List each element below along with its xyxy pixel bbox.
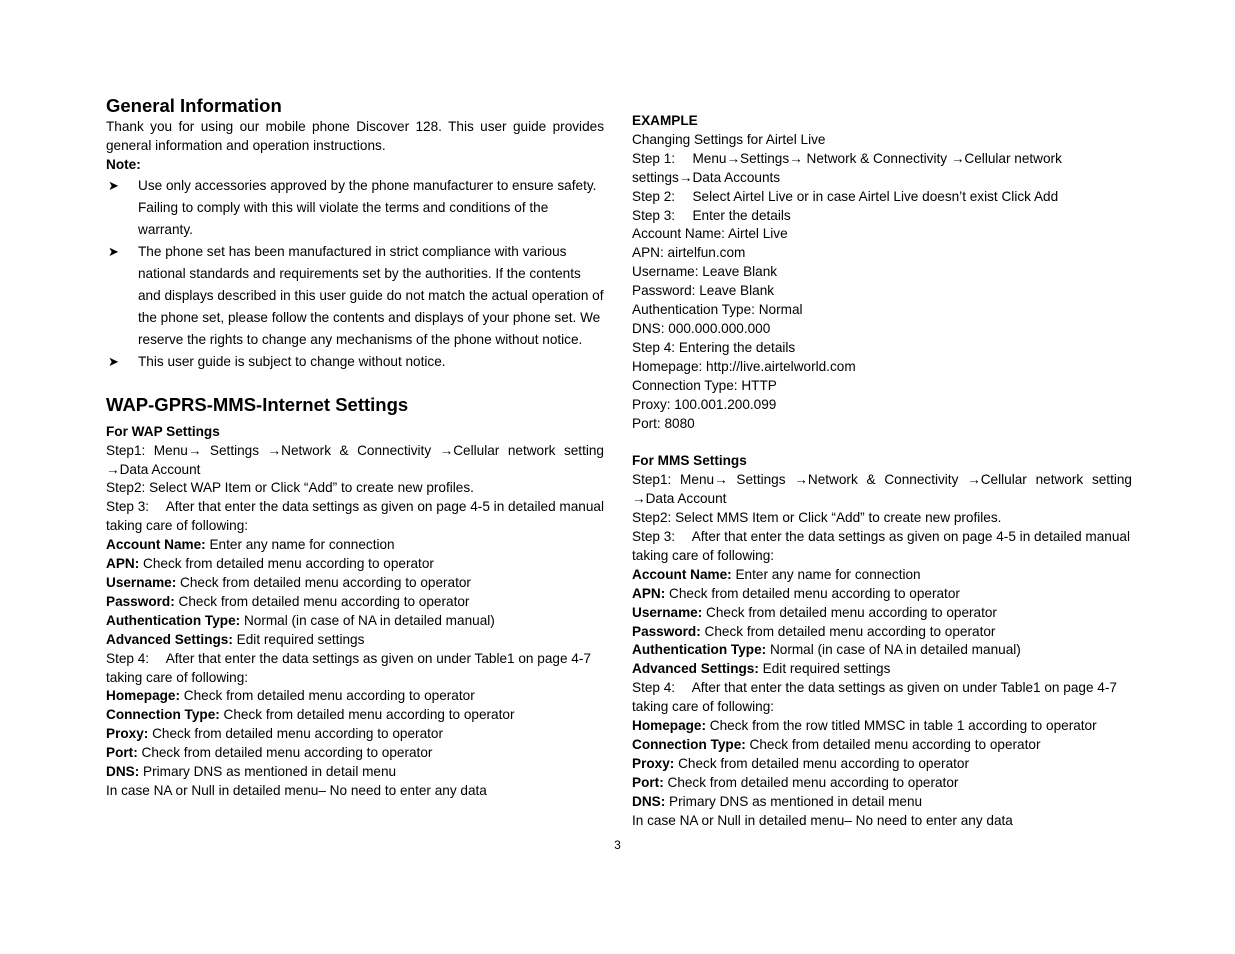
mms-step1: Step1: Menu→ Settings →Network & Connectivity →Cellular network setting →Data Account (632, 472, 1132, 507)
field-line: Username: Check from detailed menu according to operator (632, 604, 997, 620)
wap-step2: Step2: Select WAP Item or Click “Add” to create new profiles. (106, 480, 474, 496)
example-line: Username: Leave Blank (632, 264, 778, 280)
right-column (632, 112, 1132, 831)
left-column (106, 94, 604, 801)
wap-closing-note: In case NA or Null in detailed menu– No need to enter any data (106, 782, 487, 798)
field-line: Proxy: Check from detailed menu according to operator (632, 755, 970, 771)
mms-settings-subheading: For MMS Settings (632, 453, 747, 469)
mms-step4: Step 4: After that enter the data settings as given on under Table1 on page 4-7 taking care of following: (632, 680, 1117, 715)
example-line: Step 4: Entering the details (632, 339, 796, 355)
field-line: Password: Check from detailed menu according to operator (106, 593, 470, 609)
field-line: Password: Check from detailed menu according to operator (632, 623, 996, 639)
wap-step3: Step 3: After that enter the data settings as given on page 4-5 in detailed manual taking care of following: (106, 499, 605, 534)
mms-field-list (632, 566, 1132, 679)
field-line: Advanced Settings: Edit required settings (106, 631, 365, 647)
mms-step2: Step2: Select MMS Item or Click “Add” to create new profiles. (632, 510, 1002, 526)
example-line: Password: Leave Blank (632, 283, 775, 299)
example-line: Connection Type: HTTP (632, 377, 777, 393)
arrowhead-bullet-icon: ➤ (108, 243, 119, 259)
field-line: Homepage: Check from detailed menu according to operator (106, 688, 475, 704)
wap-field-list (106, 536, 604, 649)
example-line: Step 3: Enter the details (632, 207, 791, 223)
field-line: Advanced Settings: Edit required settings (632, 661, 891, 677)
note-bullet-list (106, 175, 604, 373)
arrowhead-bullet-icon: ➤ (108, 353, 119, 369)
field-line: APN: Check from detailed menu according to operator (106, 556, 434, 572)
field-line: Authentication Type: Normal (in case of NA in detailed manual) (106, 612, 495, 628)
example-line: Step 1: Menu→Settings→ Network & Connectivity →Cellular network settings→Data Accounts (632, 150, 1062, 185)
list-item: ➤ This user guide is subject to change without notice. (106, 351, 604, 373)
example-line: Authentication Type: Normal (632, 302, 803, 318)
wap-step1: Step1: Menu→ Settings →Network & Connectivity →Cellular network setting →Data Account (106, 442, 604, 477)
field-line: DNS: Primary DNS as mentioned in detail menu (632, 793, 923, 809)
field-line: Account Name: Enter any name for connection (632, 566, 921, 582)
field-line: Port: Check from detailed menu according to operator (106, 745, 433, 761)
wap-field-list-2 (106, 687, 604, 782)
list-item: ➤ The phone set has been manufactured in strict compliance with various national standards and requirements set by the authorities. If the contents and displays described in this user guide do not match the actual operation of the phone set, please follow the contents and displays of your phone set. We reserve the rights to change any mechanisms of the phone without notice. (106, 241, 604, 351)
field-line: Authentication Type: Normal (in case of NA in detailed manual) (632, 642, 1021, 658)
field-line: APN: Check from detailed menu according to operator (632, 585, 960, 601)
note-label: Note: (106, 156, 141, 172)
wap-settings-section-heading: WAP-GPRS-MMS-Internet Settings (106, 393, 409, 415)
field-line: Homepage: Check from the row titled MMSC in table 1 according to operator (632, 718, 1097, 734)
general-information-heading: General Information (106, 95, 282, 116)
example-line: Homepage: http://live.airtelworld.com (632, 358, 856, 374)
example-heading: EXAMPLE (632, 113, 698, 128)
example-line: Port: 8080 (632, 415, 695, 431)
field-line: Account Name: Enter any name for connection (106, 537, 395, 553)
example-lines (632, 131, 1132, 434)
field-line: Connection Type: Check from detailed menu according to operator (632, 737, 1041, 752)
mms-step3: Step 3: After that enter the data settings as given on page 4-5 in detailed manual taking care of following: (632, 529, 1131, 563)
field-line: Port: Check from detailed menu according to operator (632, 774, 959, 790)
example-line: Changing Settings for Airtel Live (632, 131, 826, 147)
page-number: 3 (614, 838, 621, 852)
wap-settings-subheading: For WAP Settings (106, 423, 220, 439)
example-line: Account Name: Airtel Live (632, 226, 788, 242)
example-line: APN: airtelfun.com (632, 245, 746, 261)
list-item: ➤ Use only accessories approved by the phone manufacturer to ensure safety. Failing to comply with this will violate the terms and conditions of the warranty. (106, 175, 604, 241)
mms-closing-note: In case NA or Null in detailed menu– No need to enter any data (632, 812, 1013, 828)
example-line: Step 2: Select Airtel Live or in case Airtel Live doesn’t exist Click Add (632, 188, 1059, 204)
example-line: DNS: 000.000.000.000 (632, 320, 771, 336)
example-line: Proxy: 100.001.200.099 (632, 396, 777, 412)
intro-paragraph: Thank you for using our mobile phone Discover 128. This user guide provides general information and operation instructions. (106, 119, 604, 153)
field-line: Username: Check from detailed menu according to operator (106, 574, 471, 590)
field-line: Proxy: Check from detailed menu according to operator (106, 726, 444, 742)
wap-step4: Step 4: After that enter the data settings as given on under Table1 on page 4-7 taking care of following: (106, 650, 591, 685)
arrowhead-bullet-icon: ➤ (108, 177, 119, 193)
mms-field-list-2 (632, 717, 1132, 812)
field-line: DNS: Primary DNS as mentioned in detail menu (106, 764, 397, 780)
field-line: Connection Type: Check from detailed menu according to operator (106, 707, 515, 723)
